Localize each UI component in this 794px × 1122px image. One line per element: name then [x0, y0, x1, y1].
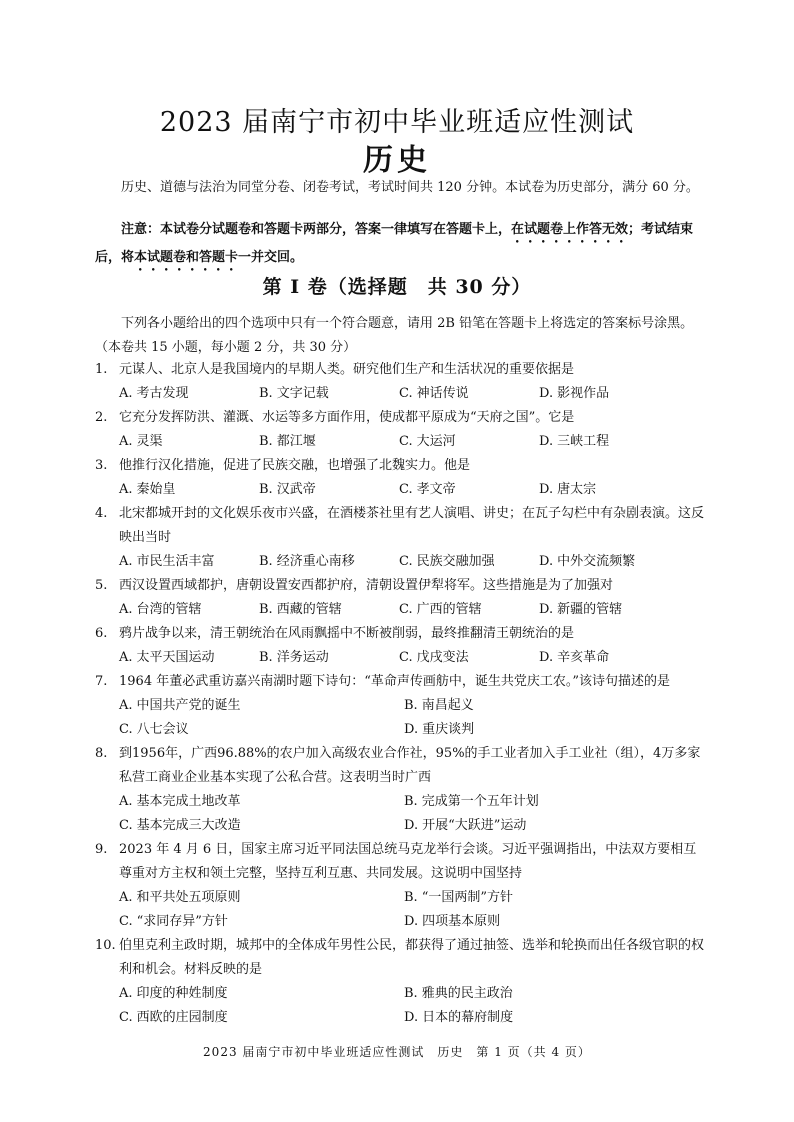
- question-item: [95, 622, 705, 670]
- question-text: 伯里克利主政时期，城邦中的全体成年男性公民，都获得了通过抽签、选举和轮换而出任各级官职的权利和机会。材料反映的是: [119, 938, 705, 977]
- option-text: 汉武帝: [276, 482, 316, 497]
- question-stem: [95, 670, 705, 694]
- option-letter: C.: [119, 1010, 133, 1025]
- question-number: 7.: [95, 674, 108, 689]
- answer-option: [119, 982, 404, 1006]
- answer-option: [259, 382, 399, 406]
- answer-option: [259, 550, 399, 574]
- option-list: [95, 598, 705, 622]
- answer-option: [119, 910, 404, 934]
- question-text: 鸦片战争以来，清王朝统治在风雨飘摇中不断被削弱，最终推翻清王朝统治的是: [119, 626, 575, 641]
- option-text: 秦始皇: [136, 482, 176, 497]
- question-text: 西汉设置西域都护，唐朝设置安西都护府，清朝设置伊犁将军。这些措施是为了加强对: [119, 578, 614, 593]
- answer-option: [399, 646, 539, 670]
- question-item: [95, 670, 705, 742]
- option-text: 考古发现: [136, 386, 189, 401]
- option-letter: D.: [404, 818, 419, 833]
- question-stem: [95, 934, 705, 982]
- option-letter: B.: [259, 386, 273, 401]
- question-number: 4.: [95, 506, 108, 521]
- intro-paragraph: 历史、道德与法治为同堂分卷、闭卷考试，考试时间共 120 分钟。本试卷为历史部分，满分 60 分。: [121, 180, 699, 195]
- answer-option: [259, 598, 399, 622]
- answer-option: [539, 598, 679, 622]
- option-letter: B.: [404, 986, 418, 1001]
- notice-suffix: 一并交回。: [238, 250, 304, 265]
- option-letter: A.: [119, 434, 133, 449]
- question-item: [95, 838, 705, 934]
- option-text: “一国两制”方针: [421, 890, 513, 905]
- question-text: 到1956年，广西96.88%的农户加入高级农业合作社，95%的手工业者加入手工业社（组），4万多家私营工商业企业基本实现了公私合营。这表明当时广西: [119, 746, 701, 785]
- option-letter: C.: [399, 386, 413, 401]
- option-text: 四项基本原则: [422, 914, 501, 929]
- answer-option: [119, 382, 259, 406]
- question-text: 元谋人、北京人是我国境内的早期人类。研究他们生产和生活状况的重要依据是: [119, 362, 575, 377]
- option-letter: B.: [404, 698, 418, 713]
- answer-option: [119, 814, 404, 838]
- question-stem: [95, 742, 705, 790]
- question-item: [95, 406, 705, 454]
- answer-option: [119, 550, 259, 574]
- option-text: 台湾的管辖: [136, 602, 202, 617]
- answer-option: [539, 430, 679, 454]
- subject-title: 历史: [363, 143, 431, 178]
- option-text: 基本完成三大改造: [136, 818, 241, 833]
- option-text: 戊戌变法: [416, 650, 469, 665]
- answer-option: [539, 478, 679, 502]
- answer-option: [399, 430, 539, 454]
- option-list: [95, 550, 705, 574]
- option-letter: C.: [399, 554, 413, 569]
- answer-option: [259, 646, 399, 670]
- answer-option: [119, 694, 404, 718]
- option-text: 八七会议: [136, 722, 189, 737]
- answer-option: [399, 382, 539, 406]
- answer-option: [119, 646, 259, 670]
- option-text: 孝文帝: [416, 482, 456, 497]
- option-text: 新疆的管辖: [557, 602, 623, 617]
- answer-option: [539, 646, 679, 670]
- answer-option: [119, 1006, 404, 1030]
- option-text: 中国共产党的诞生: [136, 698, 241, 713]
- option-letter: B.: [259, 482, 273, 497]
- option-list: [95, 694, 705, 742]
- answer-option: [119, 598, 259, 622]
- option-letter: B.: [259, 650, 273, 665]
- option-letter: A.: [119, 698, 133, 713]
- option-list: [95, 982, 705, 1030]
- option-text: 民族交融加强: [416, 554, 495, 569]
- option-text: 印度的种姓制度: [136, 986, 228, 1001]
- option-text: 重庆谈判: [422, 722, 475, 737]
- option-letter: D.: [539, 386, 554, 401]
- option-letter: C.: [399, 602, 413, 617]
- section-title: 第 I 卷（选择题 共 30 分）: [262, 276, 532, 298]
- option-text: 影视作品: [557, 386, 610, 401]
- answer-option: [259, 478, 399, 502]
- option-letter: C.: [399, 650, 413, 665]
- option-text: 三峡工程: [557, 434, 610, 449]
- question-item: [95, 742, 705, 838]
- option-letter: D.: [539, 650, 554, 665]
- option-letter: A.: [119, 890, 133, 905]
- answer-option: [399, 478, 539, 502]
- option-list: [95, 886, 705, 934]
- option-text: 都江堰: [276, 434, 316, 449]
- answer-option: [539, 382, 679, 406]
- question-item: [95, 454, 705, 502]
- answer-option: [259, 430, 399, 454]
- question-stem: [95, 406, 705, 430]
- question-item: [95, 358, 705, 406]
- option-text: “求同存异”方针: [136, 914, 228, 929]
- option-letter: B.: [259, 434, 273, 449]
- option-letter: C.: [119, 818, 133, 833]
- option-letter: A.: [119, 650, 133, 665]
- option-text: 唐太宗: [557, 482, 597, 497]
- option-text: 南昌起义: [421, 698, 474, 713]
- notice-prefix: 注意：本试卷分试题卷和答题卡两部分，答案一律填写在答题卡上，: [121, 222, 512, 237]
- notice-paragraph: [95, 218, 701, 274]
- answer-option: [404, 718, 689, 742]
- option-text: 完成第一个五年计划: [421, 794, 539, 809]
- question-number: 2.: [95, 410, 108, 425]
- question-number: 10.: [95, 938, 116, 953]
- option-list: [95, 430, 705, 454]
- option-letter: B.: [404, 890, 418, 905]
- answer-option: [404, 910, 689, 934]
- question-number: 6.: [95, 626, 108, 641]
- option-list: [95, 478, 705, 502]
- answer-option: [404, 694, 689, 718]
- option-text: 广西的管辖: [416, 602, 482, 617]
- option-list: [95, 382, 705, 406]
- question-number: 5.: [95, 578, 108, 593]
- option-letter: A.: [119, 986, 133, 1001]
- option-text: 洋务运动: [276, 650, 329, 665]
- option-letter: D.: [539, 602, 554, 617]
- option-text: 西藏的管辖: [276, 602, 342, 617]
- answer-option: [119, 718, 404, 742]
- option-text: 太平天国运动: [136, 650, 215, 665]
- option-letter: B.: [259, 554, 273, 569]
- question-text: 1964 年董必武重访嘉兴南湖时题下诗句：“革命声传画舫中，诞生共党庆工农。”该诗句描述的是: [119, 674, 671, 689]
- option-letter: D.: [404, 722, 419, 737]
- option-text: 基本完成土地改革: [136, 794, 241, 809]
- notice-middle: ；考试结束后，将: [95, 222, 694, 265]
- option-letter: B.: [404, 794, 418, 809]
- question-number: 1.: [95, 362, 108, 377]
- answer-option: [404, 814, 689, 838]
- answer-option: [119, 478, 259, 502]
- option-text: 中外交流频繁: [557, 554, 636, 569]
- answer-option: [404, 982, 689, 1006]
- question-text: 它充分发挥防洪、灌溉、水运等多方面作用，使成都平原成为“天府之国”。它是: [119, 410, 575, 425]
- option-text: 雅典的民主政治: [421, 986, 513, 1001]
- question-stem: [95, 454, 705, 478]
- option-letter: D.: [539, 482, 554, 497]
- option-text: 经济重心南移: [276, 554, 355, 569]
- option-letter: A.: [119, 794, 133, 809]
- option-letter: C.: [399, 434, 413, 449]
- option-letter: D.: [404, 914, 419, 929]
- option-letter: C.: [399, 482, 413, 497]
- question-item: [95, 502, 705, 574]
- instructions-paragraph: 下列各小题给出的四个选项中只有一个符合题意，请用 2B 铅笔在答题卡上将选定的答案标号涂黑。（本卷共 15 小题，每小题 2 分，共 30 分）: [95, 316, 694, 355]
- question-item: [95, 934, 705, 1030]
- option-letter: A.: [119, 602, 133, 617]
- option-letter: D.: [539, 434, 554, 449]
- option-text: 和平共处五项原则: [136, 890, 241, 905]
- option-letter: D.: [404, 1010, 419, 1025]
- option-letter: D.: [539, 554, 554, 569]
- question-stem: [95, 622, 705, 646]
- answer-option: [399, 550, 539, 574]
- notice-emphasis-1: 在试题卷上作答无效: [511, 222, 629, 237]
- answer-option: [399, 598, 539, 622]
- option-text: 文字记载: [276, 386, 329, 401]
- option-letter: B.: [259, 602, 273, 617]
- option-letter: A.: [119, 554, 133, 569]
- answer-option: [119, 886, 404, 910]
- option-list: [95, 790, 705, 838]
- question-stem: [95, 358, 705, 382]
- question-stem: [95, 502, 705, 550]
- option-list: [95, 646, 705, 670]
- option-text: 大运河: [416, 434, 456, 449]
- option-letter: A.: [119, 386, 133, 401]
- option-text: 日本的幕府制度: [422, 1010, 514, 1025]
- question-text: 他推行汉化措施，促进了民族交融，也增强了北魏实力。他是: [119, 458, 471, 473]
- question-list: [95, 358, 705, 1030]
- option-text: 西欧的庄园制度: [136, 1010, 228, 1025]
- option-text: 市民生活丰富: [136, 554, 215, 569]
- question-number: 9.: [95, 842, 108, 857]
- answer-option: [404, 1006, 689, 1030]
- page-footer: 2023 届南宁市初中毕业班适应性测试 历史 第 1 页（共 4 页）: [203, 1045, 591, 1059]
- option-letter: A.: [119, 482, 133, 497]
- notice-emphasis-2: 本试题卷和答题卡: [134, 250, 239, 265]
- option-text: 辛亥革命: [557, 650, 610, 665]
- option-text: 灵渠: [136, 434, 163, 449]
- option-letter: C.: [119, 722, 133, 737]
- question-stem: [95, 838, 705, 886]
- exam-title: 2023 届南宁市初中毕业班适应性测试: [159, 107, 635, 138]
- question-stem: [95, 574, 705, 598]
- answer-option: [119, 790, 404, 814]
- answer-option: [404, 790, 689, 814]
- question-text: 2023 年 4 月 6 日，国家主席习近平同法国总统马克龙举行会谈。习近平强调指出，中法双方要相互尊重对方主权和领土完整，坚持互利互惠、共同发展。这说明中国坚持: [119, 842, 697, 881]
- question-item: [95, 574, 705, 622]
- question-number: 3.: [95, 458, 108, 473]
- option-letter: C.: [119, 914, 133, 929]
- answer-option: [119, 430, 259, 454]
- answer-option: [539, 550, 679, 574]
- option-text: 神话传说: [416, 386, 469, 401]
- question-number: 8.: [95, 746, 108, 761]
- question-text: 北宋都城开封的文化娱乐夜市兴盛，在酒楼茶社里有艺人演唱、讲史；在瓦子勾栏中有杂剧表演。这反映出当时: [119, 506, 705, 545]
- option-text: 开展“大跃进”运动: [422, 818, 527, 833]
- answer-option: [404, 886, 689, 910]
